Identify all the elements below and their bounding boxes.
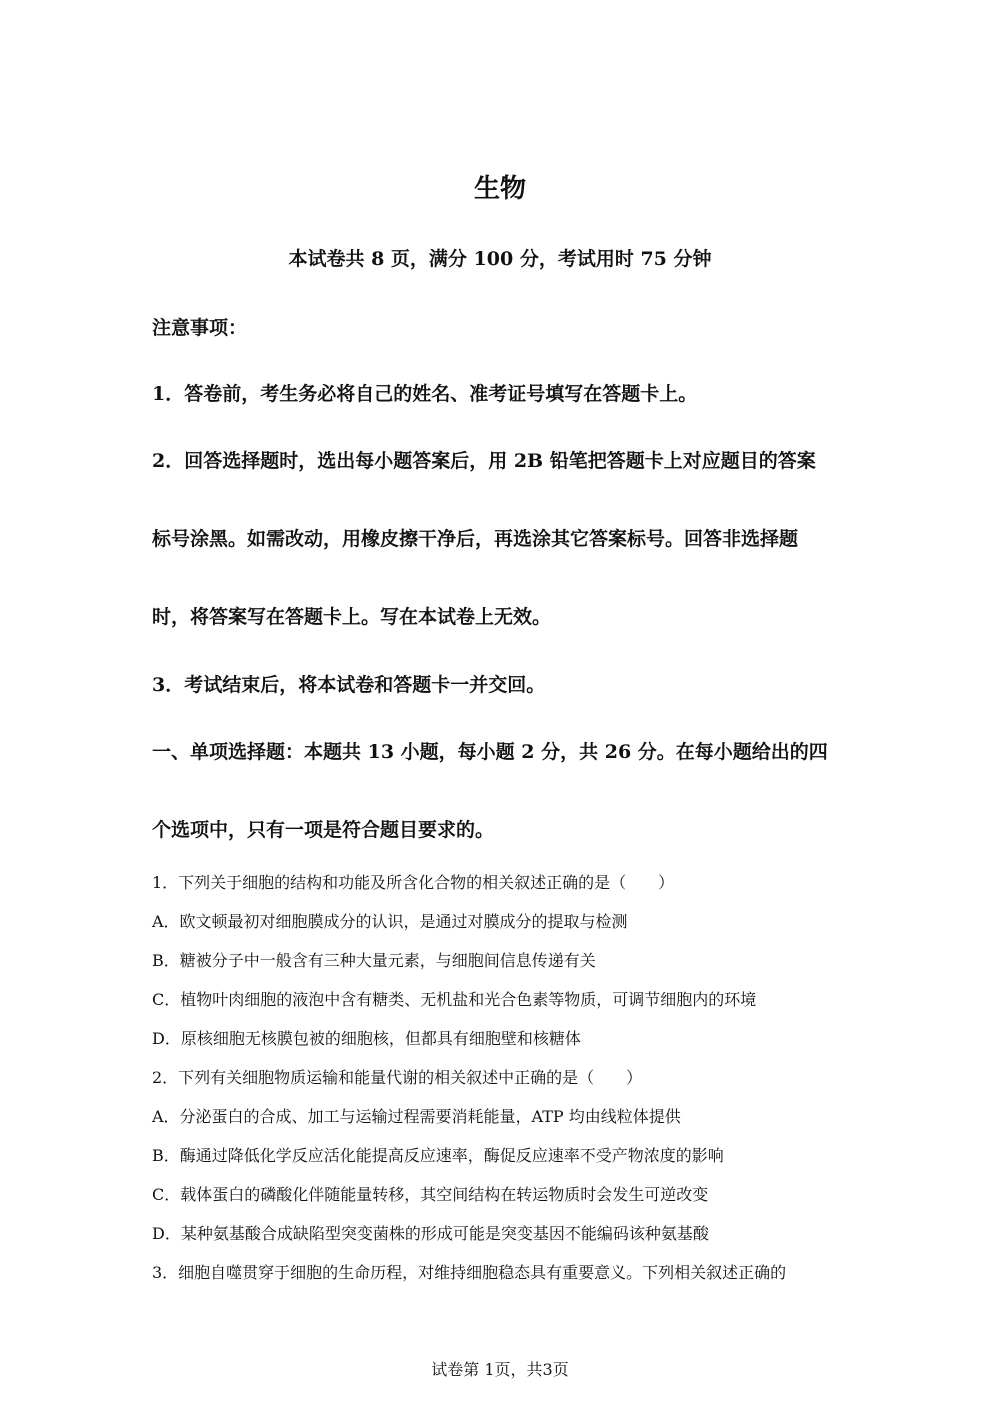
notice-item-2-line-1: 2．回答选择题时，选出每小题答案后，用 2B 铅笔把答题卡上对应题目的答案 bbox=[152, 450, 816, 472]
page-footer: 试卷第 1页，共3页 bbox=[431, 1360, 569, 1379]
question-3-stem: 3．细胞自噬贯穿于细胞的生命历程，对维持细胞稳态具有重要意义。下列相关叙述正确的 bbox=[152, 1263, 787, 1282]
section-heading-line-1: 一、单项选择题：本题共 13 小题，每小题 2 分，共 26 分。在每小题给出的四 bbox=[152, 741, 828, 763]
notice-item-3: 3．考试结束后，将本试卷和答题卡一并交回。 bbox=[152, 674, 546, 696]
notice-heading: 注意事项： bbox=[152, 317, 248, 339]
notice-item-1: 1．答卷前，考生务必将自己的姓名、准考证号填写在答题卡上。 bbox=[152, 383, 698, 405]
exam-info: 本试卷共 8 页，满分 100 分，考试用时 75 分钟 bbox=[288, 248, 712, 270]
page-title: 生物 bbox=[473, 174, 526, 204]
section-heading-line-2: 个选项中，只有一项是符合题目要求的。 bbox=[152, 819, 495, 841]
question-2-option-b: B．酶通过降低化学反应活化能提高反应速率，酶促反应速率不受产物浓度的影响 bbox=[152, 1146, 724, 1165]
question-2-stem: 2．下列有关细胞物质运输和能量代谢的相关叙述中正确的是（ ） bbox=[152, 1068, 643, 1087]
question-1-option-b: B．糖被分子中一般含有三种大量元素，与细胞间信息传递有关 bbox=[152, 951, 596, 970]
question-2-option-a: A．分泌蛋白的合成、加工与运输过程需要消耗能量，ATP 均由线粒体提供 bbox=[152, 1107, 681, 1126]
question-1-option-a: A．欧文顿最初对细胞膜成分的认识，是通过对膜成分的提取与检测 bbox=[152, 912, 628, 931]
question-1-option-d: D．原核细胞无核膜包被的细胞核，但都具有细胞壁和核糖体 bbox=[152, 1029, 581, 1048]
question-1-stem: 1．下列关于细胞的结构和功能及所含化合物的相关叙述正确的是（ ） bbox=[152, 873, 675, 892]
notice-item-2-line-3: 时，将答案写在答题卡上。写在本试卷上无效。 bbox=[152, 606, 552, 628]
question-2-option-d: D．某种氨基酸合成缺陷型突变菌株的形成可能是突变基因不能编码该种氨基酸 bbox=[152, 1224, 709, 1243]
question-2-option-c: C．载体蛋白的磷酸化伴随能量转移，其空间结构在转运物质时会发生可逆改变 bbox=[152, 1185, 709, 1204]
notice-item-2-line-2: 标号涂黑。如需改动，用橡皮擦干净后，再选涂其它答案标号。回答非选择题 bbox=[152, 528, 799, 550]
question-1-option-c: C．植物叶肉细胞的液泡中含有糖类、无机盐和光合色素等物质，可调节细胞内的环境 bbox=[152, 990, 757, 1009]
